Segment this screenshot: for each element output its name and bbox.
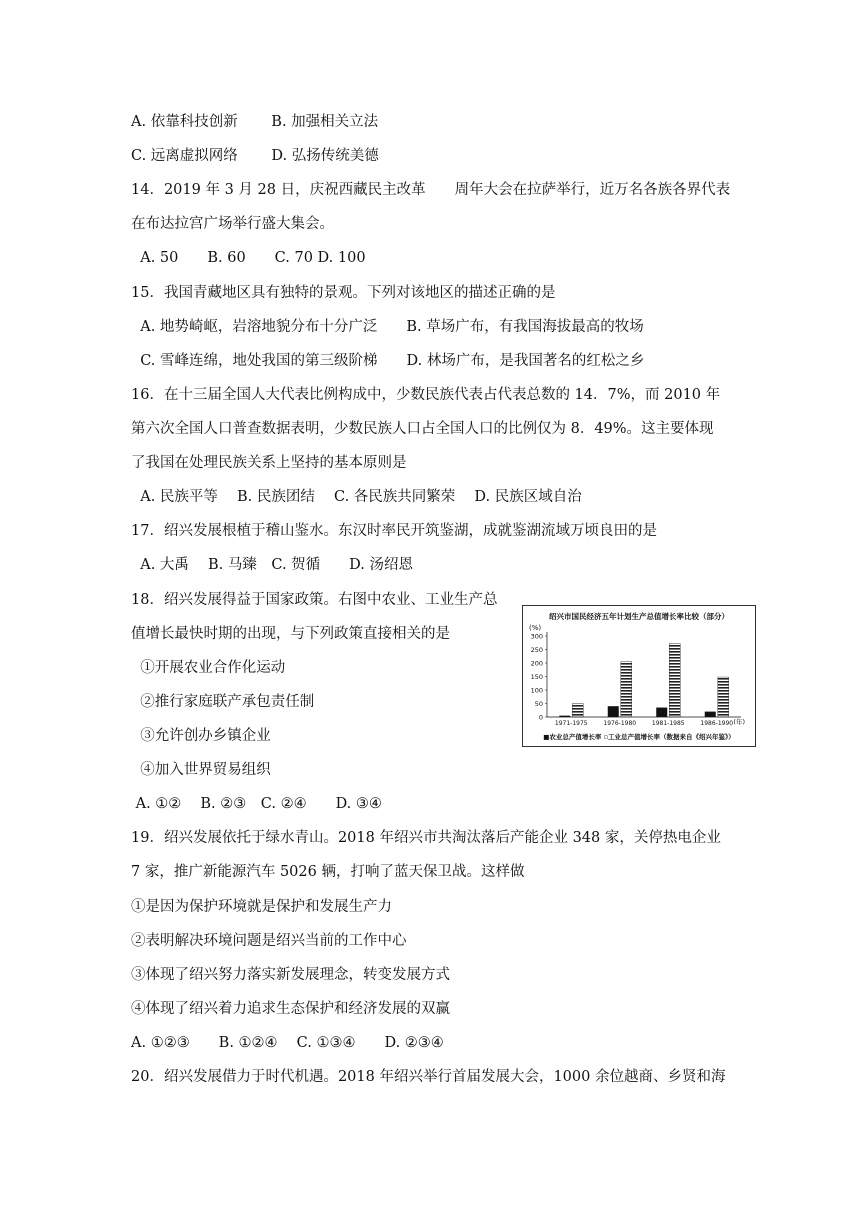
q19-options: A. ①②③ B. ①②④ C. ①③④ D. ②③④ (131, 1035, 444, 1051)
q17-options: A. 大禹 B. 马臻 C. 贺循 D. 汤绍恩 (131, 557, 414, 573)
q19-item-2: ②表明解决环境问题是绍兴当前的工作中心 (131, 933, 407, 949)
q16-stem-line-2: 第六次全国人口普查数据表明，少数民族人口占全国人口的比例仅为 8．49%。这主要体现 (131, 421, 714, 437)
q19-item-1: ①是因为保护环境就是保护和发展生产力 (131, 899, 392, 915)
chart-y-tick-label: 150 (530, 672, 543, 681)
chart-svg (523, 606, 755, 746)
chart-x-tick-label: 1971-1975 (554, 720, 588, 727)
agriculture-bar (656, 708, 667, 717)
q19-stem-line-2: 7 家，推广新能源汽车 5026 辆，打响了蓝天保卫战。这样做 (131, 864, 525, 880)
industry-bar (621, 662, 632, 717)
chart-y-tick-label: 200 (530, 659, 543, 668)
chart-x-unit: (年) (733, 718, 745, 726)
industry-bar (718, 677, 729, 717)
q18-options: A. ①② B. ②③ C. ②④ D. ③④ (131, 796, 382, 812)
q15-stem: 15．我国青藏地区具有独特的景观。下列对该地区的描述正确的是 (131, 285, 556, 301)
chart-x-tick-label: 1981-1985 (651, 720, 685, 727)
q18-item-2: ②推行家庭联产承包责任制 (131, 694, 315, 710)
q14-options: A. 50 B. 60 C. 70 D. 100 (131, 250, 366, 266)
q18-item-3: ③允许创办乡镇企业 (131, 728, 271, 744)
q16-stem-line-3: 了我国在处理民族关系上坚持的基本原则是 (131, 455, 407, 471)
q18-item-1: ①开展农业合作化运动 (131, 660, 286, 676)
q19-item-4: ④体现了绍兴着力追求生态保护和经济发展的双赢 (131, 1001, 450, 1017)
chart-y-tick-label: 300 (530, 632, 543, 641)
growth-rate-chart (522, 605, 756, 747)
chart-y-tick-label: 100 (530, 686, 543, 695)
chart-marks (531, 632, 741, 727)
industry-bar (669, 644, 680, 717)
q18-stem-line-2: 值增长最快时期的出现，与下列政策直接相关的是 (131, 626, 450, 642)
q19-stem-line-1: 19．绍兴发展依托于绿水青山。2018 年绍兴市共淘汰落后产能企业 348 家，关停热电企业 (131, 830, 721, 846)
q13-option-line-2: C. 远离虚拟网络 D. 弘扬传统美德 (131, 148, 379, 164)
chart-y-unit: (%) (529, 624, 542, 632)
chart-y-tick-label: 50 (534, 699, 543, 708)
q20-stem-line-1: 20．绍兴发展借力于时代机遇。2018 年绍兴举行首届发展大会，1000 余位越商、乡贤和海 (131, 1069, 726, 1085)
industry-bar (572, 704, 583, 718)
q13-option-line-1: A. 依靠科技创新 B. 加强相关立法 (131, 114, 379, 130)
chart-x-tick-label: 1986-1990 (700, 720, 734, 727)
q17-stem: 17．绍兴发展根植于稽山鉴水。东汉时率民开筑鉴湖，成就鉴湖流域万顷良田的是 (131, 523, 657, 539)
q14-stem-line-2: 在布达拉宫广场举行盛大集会。 (131, 216, 334, 232)
agriculture-bar (705, 712, 716, 717)
q15-options-1: A. 地势崎岖，岩溶地貌分布十分广泛 B. 草场广布，有我国海拔最高的牧场 (131, 319, 644, 335)
q15-options-2: C. 雪峰连绵，地处我国的第三级阶梯 D. 林场广布，是我国著名的红松之乡 (131, 353, 645, 369)
chart-y-tick-label: 250 (530, 645, 543, 654)
q16-stem-line-1: 16．在十三届全国人大代表比例构成中，少数民族代表占代表总数的 14．7%，而 2010 年 (131, 387, 721, 403)
q16-options: A. 民族平等 B. 民族团结 C. 各民族共同繁荣 D. 民族区域自治 (131, 489, 582, 505)
chart-legend: ■农业总产值增长率 ▫工业总产值增长率（数据来自《绍兴年鉴》） (543, 733, 735, 741)
chart-x-tick-label: 1976-1980 (603, 720, 637, 727)
agriculture-bar (559, 716, 570, 717)
q14-stem-line-1: 14．2019 年 3 月 28 日，庆祝西藏民主改革 周年大会在拉萨举行，近万名各族各界代表 (131, 182, 731, 198)
chart-title: 绍兴市国民经济五年计划生产总值增长率比较（部分） (549, 612, 729, 621)
q18-stem-line-1: 18．绍兴发展得益于国家政策。右图中农业、工业生产总 (131, 592, 498, 608)
agriculture-bar (608, 706, 619, 717)
q18-item-4: ④加入世界贸易组织 (131, 762, 271, 778)
q19-item-3: ③体现了绍兴努力落实新发展理念，转变发展方式 (131, 967, 450, 983)
chart-y-tick-label: 0 (538, 713, 543, 722)
